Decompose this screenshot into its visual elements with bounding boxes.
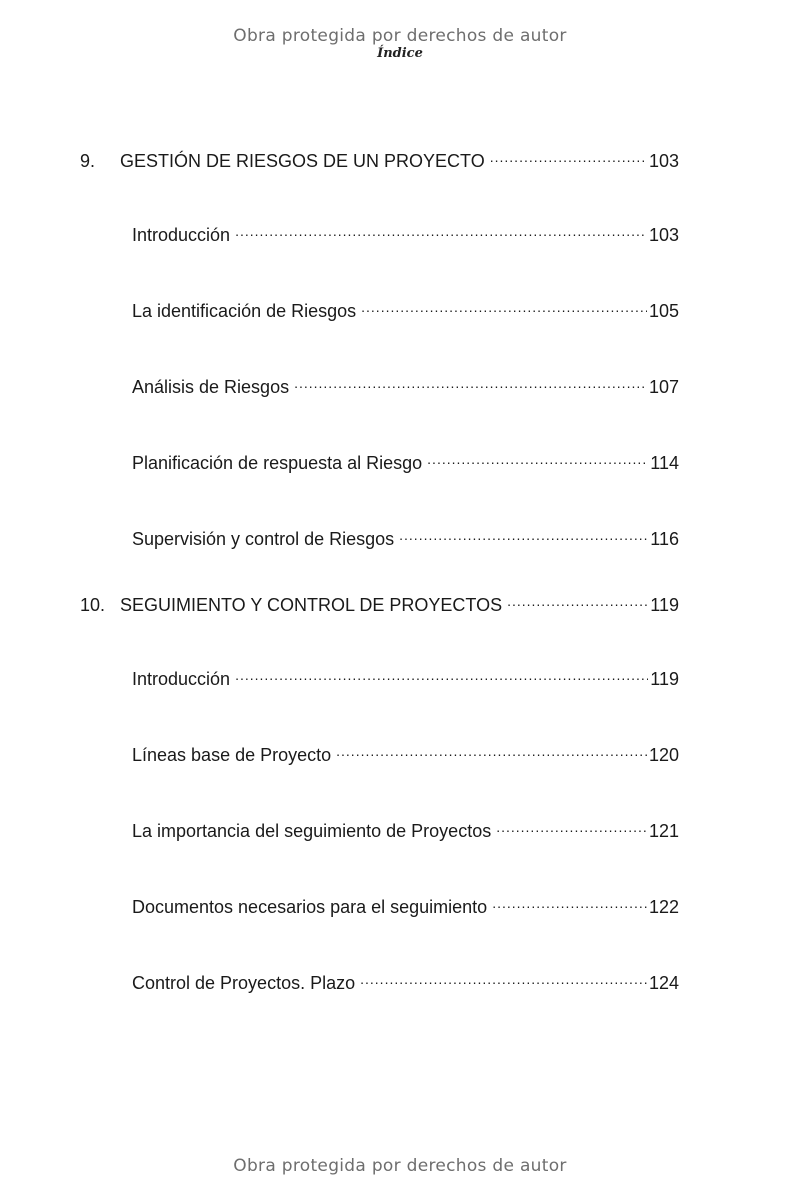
running-head: Índice (377, 46, 423, 61)
toc-chapter-9[interactable] (80, 145, 679, 172)
dot-leader (235, 219, 647, 241)
entry-title: Introducción (132, 225, 231, 245)
page-number: 124 (648, 973, 679, 993)
dot-leader (492, 891, 647, 913)
page-number: 105 (648, 301, 679, 321)
toc-chapter-10[interactable] (80, 589, 679, 616)
entry-title: Análisis de Riesgos (132, 377, 290, 397)
chapter-title: GESTIÓN DE RIESGOS DE UN PROYECTO (120, 151, 485, 171)
dot-leader (490, 145, 647, 167)
dot-leader (427, 447, 648, 469)
page-number: 119 (650, 595, 679, 615)
dot-leader (360, 967, 647, 989)
toc-entry[interactable] (132, 523, 679, 550)
entry-title: Introducción (132, 669, 231, 689)
chapter-number: 9. (80, 151, 96, 171)
entry-title: Control de Proyectos. Plazo (132, 973, 356, 993)
toc-entry[interactable] (132, 739, 679, 766)
dot-leader (294, 371, 647, 393)
page-number: 120 (648, 745, 679, 765)
dot-leader (336, 739, 647, 761)
chapter-number: 10. (80, 595, 106, 615)
entry-title: La identificación de Riesgos (132, 301, 357, 321)
toc-entry[interactable] (132, 663, 679, 690)
page-number: 121 (648, 821, 679, 841)
page-number: 122 (648, 897, 679, 917)
page-number: 107 (648, 377, 679, 397)
dot-leader (235, 663, 648, 685)
page-number: 103 (648, 225, 679, 245)
chapter-title: SEGUIMIENTO Y CONTROL DE PROYECTOS (120, 595, 503, 615)
entry-title: Planificación de respuesta al Riesgo (132, 453, 423, 473)
toc-entry[interactable] (132, 371, 679, 398)
toc-entry[interactable] (132, 447, 679, 474)
dot-leader (361, 295, 647, 317)
toc-entry[interactable] (132, 891, 679, 918)
entry-title: Supervisión y control de Riesgos (132, 529, 395, 549)
entry-title: La importancia del seguimiento de Proyectos (132, 821, 492, 841)
toc-entry[interactable] (132, 295, 679, 322)
dot-leader (507, 589, 648, 611)
page-number: 103 (648, 151, 679, 171)
entry-title: Líneas base de Proyecto (132, 745, 332, 765)
page-number: 116 (650, 529, 679, 549)
toc-entry[interactable] (132, 967, 679, 994)
dot-leader (399, 523, 648, 545)
page-number: 119 (650, 669, 679, 689)
dot-leader (496, 815, 647, 837)
page-number: 114 (650, 453, 679, 473)
entry-title: Documentos necesarios para el seguimiento (132, 897, 488, 917)
copyright-watermark-top: Obra protegida por derechos de autor (233, 26, 567, 46)
copyright-watermark-bottom: Obra protegida por derechos de autor (233, 1156, 567, 1176)
toc-entry[interactable] (132, 219, 679, 246)
toc-entry[interactable] (132, 815, 679, 842)
